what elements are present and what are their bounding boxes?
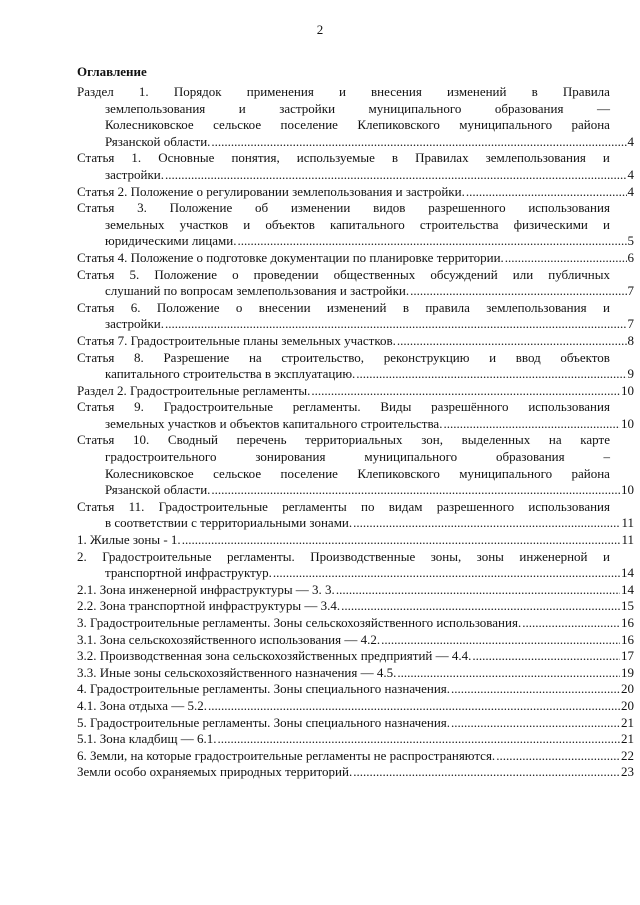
toc-entry-last-line bbox=[77, 648, 634, 665]
toc-entry-last-line bbox=[77, 532, 634, 549]
toc-entry-last-line bbox=[77, 748, 634, 765]
toc-entry bbox=[77, 615, 634, 632]
toc-page-number: 20 bbox=[621, 697, 634, 713]
toc-entry-title: застройки. bbox=[105, 166, 164, 182]
dot-leader bbox=[353, 515, 620, 532]
toc-page-number: 7 bbox=[627, 283, 634, 299]
toc-entry bbox=[77, 731, 634, 748]
toc-entry-title: Земли особо охраняемых природных территорий. bbox=[77, 764, 353, 780]
toc-entry-title: 1. Жилые зоны - 1. bbox=[77, 532, 181, 548]
toc-entry bbox=[77, 84, 634, 150]
toc-entry-last-line bbox=[77, 615, 634, 632]
toc-entry bbox=[77, 581, 634, 599]
toc-page-number: 14 bbox=[621, 581, 634, 597]
toc-title: Оглавление bbox=[77, 64, 147, 79]
toc-entry bbox=[77, 747, 634, 765]
toc-entry-title: в соответствии с территориальными зонами. bbox=[105, 515, 353, 531]
toc-entry bbox=[77, 249, 634, 267]
toc-entry-last-line bbox=[77, 167, 634, 184]
toc-entry-line: Колесниковское сельское поселение Клепиковского муниципального района bbox=[105, 117, 610, 133]
toc-entry-last-line bbox=[77, 184, 634, 201]
toc-page-number: 16 bbox=[621, 631, 634, 647]
toc-entry bbox=[77, 432, 634, 498]
toc-entry-title: земельных участков и объектов капитального строительства. bbox=[105, 415, 443, 431]
dot-leader bbox=[410, 283, 626, 300]
toc-entry-title: Рязанской области. bbox=[105, 482, 211, 498]
toc-page-number: 4 bbox=[627, 133, 634, 149]
toc-entry-last-line bbox=[77, 233, 634, 250]
toc-entry-title: Рязанской области. bbox=[105, 133, 211, 149]
toc-page-number: 19 bbox=[621, 664, 634, 680]
toc-page-number: 4 bbox=[627, 183, 634, 199]
toc-page-number: 23 bbox=[621, 764, 634, 780]
toc-entry-title: 5.1. Зона кладбищ — 6.1. bbox=[77, 731, 217, 747]
toc-entry-title: слушаний по вопросам землепользования и застройки. bbox=[105, 283, 410, 299]
toc-entry-line: земельных участков и объектов капитального строительства физическими и bbox=[105, 216, 610, 232]
dot-leader bbox=[336, 582, 620, 599]
toc-page-number: 10 bbox=[621, 482, 634, 498]
toc-entry-title: Статья 2. Положение о регулировании землепользования и застройки. bbox=[77, 183, 465, 199]
toc-page-number: 17 bbox=[621, 648, 634, 664]
toc-entry-title: транспортной инфраструктур. bbox=[105, 565, 272, 581]
toc-page-number: 4 bbox=[627, 166, 634, 182]
toc-entry-title: 6. Земли, на которые градостроительные регламенты не распространяются. bbox=[77, 747, 496, 763]
toc-entry-last-line bbox=[77, 731, 634, 748]
toc-entry-line: Статья 5. Положение о проведении общественных обсуждений или публичных bbox=[77, 266, 610, 282]
dot-leader bbox=[522, 615, 620, 632]
toc-entry bbox=[77, 150, 634, 183]
toc-entry-line: Статья 1. Основные понятия, используемые в Правилах землепользования и bbox=[77, 150, 610, 166]
toc-entry-title: застройки. bbox=[105, 316, 164, 332]
toc-entry bbox=[77, 299, 634, 333]
toc-entry-line: Раздел 1. Порядок применения и внесения изменений в Правила bbox=[77, 84, 610, 99]
toc-entry bbox=[77, 332, 634, 350]
toc-entry-last-line bbox=[77, 565, 634, 582]
toc-entry-last-line bbox=[77, 333, 634, 350]
toc-page-number: 21 bbox=[621, 731, 634, 747]
dot-leader bbox=[466, 184, 627, 201]
toc-entry-line: Статья 6. Положение о внесении изменений в правила землепользования и bbox=[77, 299, 610, 315]
toc-entry-title: 2.2. Зона транспортной инфраструктуры — 3.4. bbox=[77, 598, 341, 614]
toc-entry-title: 2.1. Зона инженерной инфраструктуры — 3. 3. bbox=[77, 581, 335, 597]
dot-leader bbox=[165, 167, 627, 184]
dot-leader bbox=[397, 665, 620, 682]
toc-entry-last-line bbox=[77, 366, 634, 383]
toc-page-number: 6 bbox=[627, 249, 634, 265]
toc-entry bbox=[77, 598, 634, 615]
toc-entry bbox=[77, 532, 634, 549]
toc-entry-title: юридическими лицами. bbox=[105, 233, 237, 249]
toc-entry-last-line bbox=[77, 715, 634, 732]
toc-page-number: 7 bbox=[627, 316, 634, 332]
toc-entry-last-line bbox=[77, 632, 634, 649]
toc-entry-last-line bbox=[77, 316, 634, 333]
toc-entry-line: Колесниковское сельское поселение Клепиковского муниципального района bbox=[105, 465, 610, 481]
dot-leader bbox=[341, 598, 620, 615]
dot-leader bbox=[451, 681, 620, 698]
page-number: 2 bbox=[316, 22, 324, 37]
toc-entry-last-line bbox=[77, 582, 634, 599]
toc-entry-last-line bbox=[77, 698, 634, 715]
toc-entry-line: 2. Градостроительные регламенты. Производственные зоны, зоны инженерной и bbox=[77, 548, 610, 564]
toc-entry bbox=[77, 764, 634, 781]
toc-entry-title: 3.3. Иные зоны сельскохозяйственного назначения — 4.5. bbox=[77, 664, 397, 680]
dot-leader bbox=[208, 698, 620, 715]
toc-entry-line: Статья 8. Разрешение на строительство, реконструкцию и ввод объектов bbox=[77, 349, 610, 365]
toc-entry-title: Статья 7. Градостроительные планы земельных участков. bbox=[77, 332, 396, 348]
toc-page-number: 21 bbox=[621, 714, 634, 730]
dot-leader bbox=[356, 366, 626, 383]
toc-entry-last-line bbox=[77, 515, 634, 532]
toc-page-number: 5 bbox=[627, 233, 634, 249]
toc-entry-line: Статья 3. Положение об изменении видов разрешенного использования bbox=[77, 200, 610, 216]
toc-entry-title: 3.2. Производственная зона сельскохозяйственных предприятий — 4.4. bbox=[77, 648, 472, 664]
toc-entry bbox=[77, 648, 634, 665]
dot-leader bbox=[451, 715, 620, 732]
toc-page-number: 14 bbox=[621, 565, 634, 581]
dot-leader bbox=[472, 648, 620, 665]
toc-entry-line: Статья 9. Градостроительные регламенты. Виды разрешённого использования bbox=[77, 399, 610, 415]
toc-page-number: 22 bbox=[621, 747, 634, 763]
toc-entry bbox=[77, 349, 634, 383]
toc-entry-title: Статья 4. Положение о подготовке документации по планировке территории. bbox=[77, 249, 504, 265]
toc-entry-title: 4. Градостроительные регламенты. Зоны специального назначения. bbox=[77, 681, 451, 697]
toc-entry-line: Статья 10. Сводный перечень территориальных зон, выделенных на карте bbox=[77, 432, 610, 448]
dot-leader bbox=[505, 250, 627, 267]
dot-leader bbox=[165, 316, 627, 333]
toc-page-number: 9 bbox=[627, 366, 634, 382]
toc-entry-title: 3. Градостроительные регламенты. Зоны сельскохозяйственного использования. bbox=[77, 615, 522, 630]
toc-entry-title: 5. Градостроительные регламенты. Зоны специального назначения. bbox=[77, 714, 451, 730]
dot-leader bbox=[353, 764, 620, 781]
toc-entry-last-line bbox=[77, 383, 634, 400]
dot-leader bbox=[443, 416, 620, 433]
toc-entry-last-line bbox=[77, 482, 634, 499]
toc-page-number: 8 bbox=[627, 332, 634, 348]
toc-entry bbox=[77, 681, 634, 698]
toc-entry-line: Статья 11. Градостроительные регламенты по видам разрешенного использования bbox=[77, 498, 610, 514]
toc-entry-last-line bbox=[77, 416, 634, 433]
dot-leader bbox=[273, 565, 620, 582]
table-of-contents bbox=[77, 84, 634, 781]
toc-entry-last-line bbox=[77, 134, 634, 151]
toc-entry-line: градостроительного зонирования муниципального образования – bbox=[105, 449, 610, 465]
dot-leader bbox=[211, 482, 620, 499]
toc-entry bbox=[77, 631, 634, 649]
toc-page-number: 11 bbox=[621, 532, 634, 548]
toc-page-number: 16 bbox=[621, 615, 634, 630]
toc-page-number: 10 bbox=[621, 415, 634, 431]
toc-entry-last-line bbox=[77, 250, 634, 267]
dot-leader bbox=[496, 748, 620, 765]
toc-entry bbox=[77, 714, 634, 732]
toc-page-number: 15 bbox=[621, 598, 634, 614]
toc-entry bbox=[77, 498, 634, 532]
toc-page-number: 11 bbox=[621, 515, 634, 531]
toc-entry-title: 3.1. Зона сельскохозяйственного использования — 4.2. bbox=[77, 631, 381, 647]
toc-entry bbox=[77, 399, 634, 432]
dot-leader bbox=[218, 731, 620, 748]
dot-leader bbox=[211, 134, 626, 151]
dot-leader bbox=[182, 532, 621, 549]
dot-leader bbox=[311, 383, 620, 400]
toc-entry bbox=[77, 382, 634, 400]
toc-entry bbox=[77, 183, 634, 201]
toc-entry bbox=[77, 200, 634, 250]
toc-entry-title: 4.1. Зона отдыха — 5.2. bbox=[77, 697, 208, 713]
toc-entry-last-line bbox=[77, 681, 634, 698]
toc-entry bbox=[77, 697, 634, 715]
toc-entry-last-line bbox=[77, 665, 634, 682]
toc-entry-title: капитального строительства в эксплуатацию. bbox=[105, 366, 356, 382]
toc-entry-last-line bbox=[77, 283, 634, 300]
dot-leader bbox=[237, 233, 626, 250]
toc-entry bbox=[77, 664, 634, 682]
toc-entry-last-line bbox=[77, 598, 634, 615]
toc-entry-last-line bbox=[77, 764, 634, 781]
toc-entry bbox=[77, 266, 634, 300]
dot-leader bbox=[381, 632, 620, 649]
toc-page-number: 20 bbox=[621, 681, 634, 697]
dot-leader bbox=[397, 333, 627, 350]
toc-entry-line: землепользования и застройки муниципального образования — bbox=[105, 100, 610, 116]
toc-entry bbox=[77, 548, 634, 582]
toc-entry-title: Раздел 2. Градостроительные регламенты. bbox=[77, 382, 311, 398]
toc-page-number: 10 bbox=[621, 382, 634, 398]
